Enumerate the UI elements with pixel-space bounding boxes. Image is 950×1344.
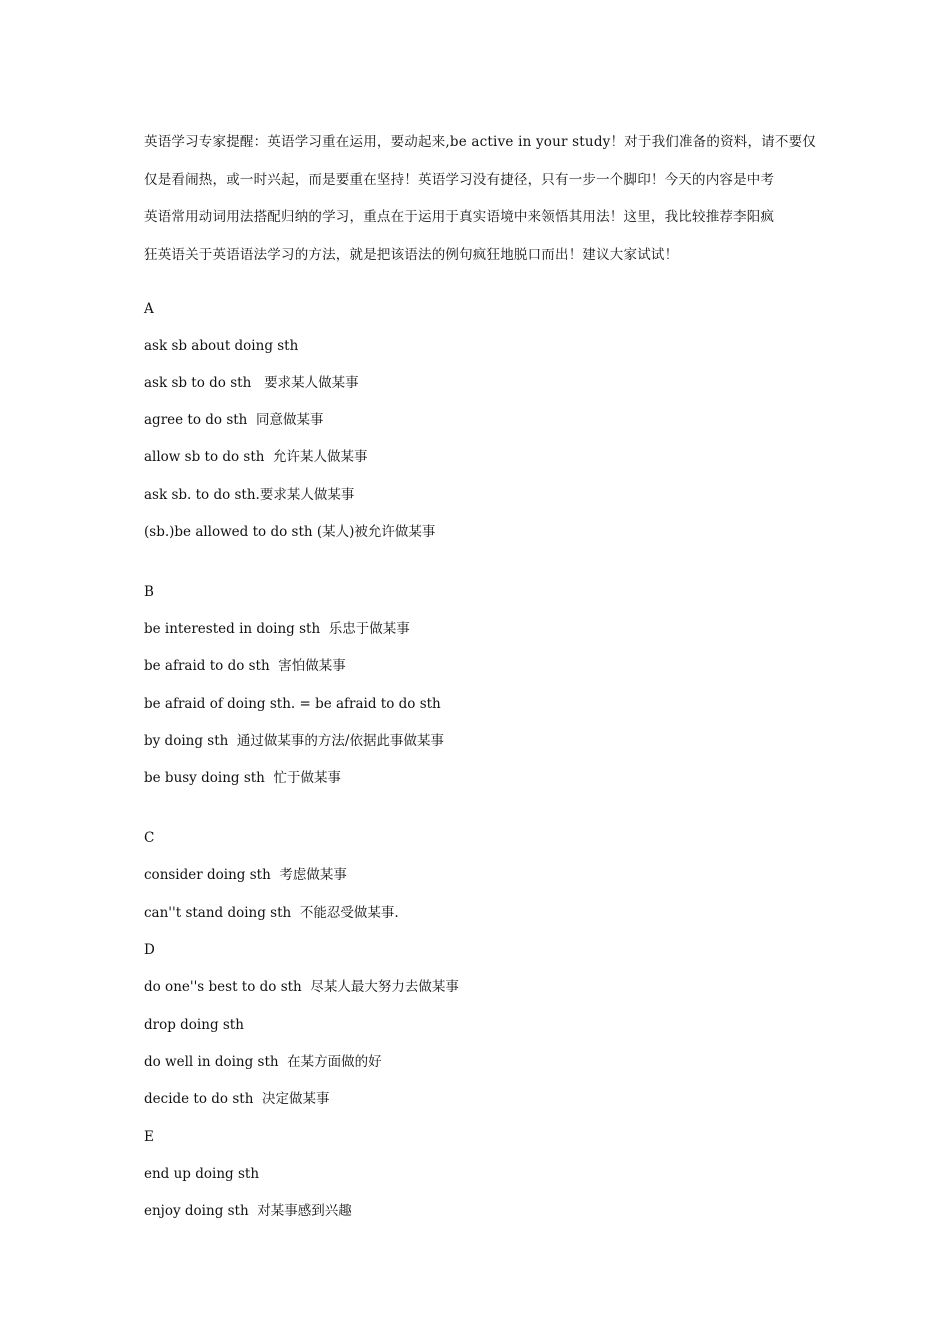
intro-paragraph [144,124,814,274]
list-item: consider doing sth 考虑做某事 [144,867,347,883]
intro-line: 狂英语关于英语语法学习的方法，就是把该语法的例句疯狂地脱口而出！建议大家试试！ [144,246,679,263]
intro-line: 仅是看闹热，或一时兴起，而是要重在坚持！英语学习没有捷径，只有一步一个脚印！今天的内容是中考 [144,171,775,188]
list-item: be busy doing sth 忙于做某事 [144,770,341,786]
section-heading-d: D [144,942,155,958]
section-heading-b: B [144,584,154,600]
list-item: ask sb to do sth 要求某人做某事 [144,375,359,391]
list-item: do one''s best to do sth 尽某人最大努力去做某事 [144,979,459,995]
list-item: drop doing sth [144,1017,244,1033]
intro-line: 英语学习专家提醒：英语学习重在运用，要动起来,be active in your study！对于我们准备的资料，请不要仅 [144,134,816,150]
list-item: decide to do sth 决定做某事 [144,1091,330,1107]
list-item: enjoy doing sth 对某事感到兴趣 [144,1203,352,1219]
list-item: be interested in doing sth 乐忠于做某事 [144,621,410,637]
list-item: ask sb about doing sth [144,338,299,354]
intro-line: 英语常用动词用法搭配归纳的学习，重点在于运用于真实语境中来领悟其用法！这里，我比较推荐李阳疯 [144,209,775,225]
list-item: be afraid of doing sth. = be afraid to do sth [144,696,441,712]
list-item: by doing sth 通过做某事的方法/依据此事做某事 [144,733,444,749]
list-item: (sb.)be allowed to do sth (某人)被允许做某事 [144,524,436,540]
list-item: agree to do sth 同意做某事 [144,412,324,428]
list-item: be afraid to do sth 害怕做某事 [144,658,346,674]
list-item: can''t stand doing sth 不能忍受做某事. [144,905,399,921]
section-heading-c: C [144,830,155,846]
list-item: end up doing sth [144,1166,260,1182]
list-item: do well in doing sth 在某方面做的好 [144,1054,382,1070]
list-item: allow sb to do sth 允许某人做某事 [144,449,368,465]
section-heading-a: A [144,301,154,317]
list-item: ask sb. to do sth.要求某人做某事 [144,487,355,503]
section-heading-e: E [144,1129,154,1145]
